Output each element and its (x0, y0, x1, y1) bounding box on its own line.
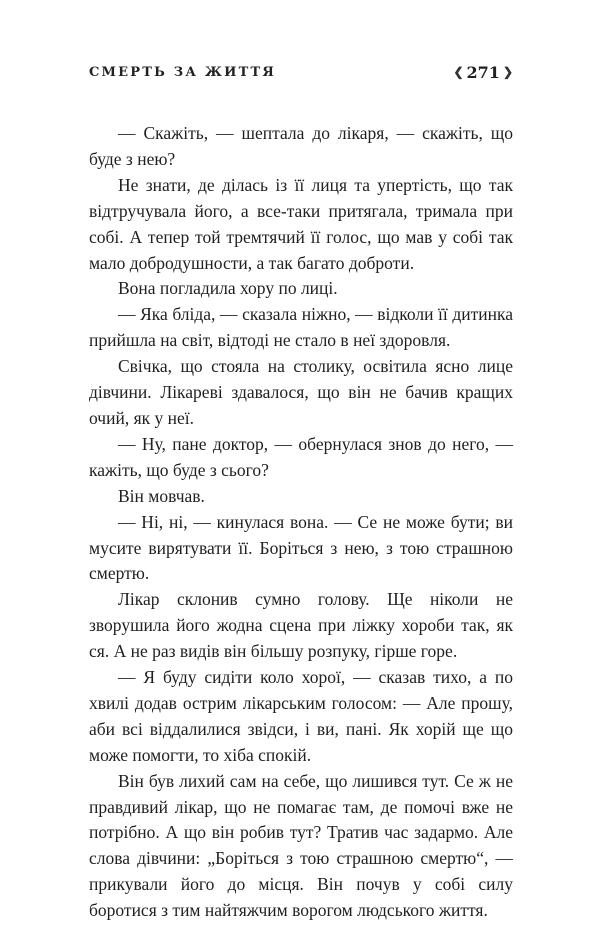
paragraph: Не знати, де ділась із її лиця та упертість, що так відтручувала його, а все-таки притягала, тримала при собі. А тепер той тремтячий її голос, що мав у собі так мало добродушности, а так багато доброти. (89, 174, 513, 273)
running-title: СМЕРТЬ ЗА ЖИТТЯ (89, 64, 276, 80)
paragraph: — Яка бліда, — сказала ніжно, — відколи її дитинка прийшла на світ, відтоді не стало в неї здоровля. (89, 304, 513, 351)
left-ornament-icon: ❮ (453, 65, 464, 79)
page-number-block (453, 63, 513, 82)
paragraph: Свічка, що стояла на столику, освітила ясно лице дівчини. Лікареві здавалося, що він не бачив кращих очий, як у неї. (89, 356, 513, 428)
right-ornament-icon: ❯ (502, 65, 513, 79)
paragraph: Він мовчав. (118, 485, 205, 506)
paragraph: Лікар склонив сумно голову. Ще ніколи не зворушила його жодна сцена при ліжку хороби так, як ся. А не раз видів він більшу розпуку, гірше горе. (89, 589, 513, 662)
paragraph: — Скажіть, — шептала до лікаря, — скажіть, що буде з нею? (89, 123, 513, 169)
paragraph: — Я буду сидіти коло хорої, — сказав тихо, а по хвилі додав острим лікарським голосом: — Але прошу, аби всі віддалилися звідси, і ви, пані. Як хорій ще що може помогти, то хіба спокій. (89, 667, 513, 765)
paragraph: Вона погладила хору по лиці. (118, 278, 338, 299)
page-number: 271 (466, 62, 500, 82)
page-header (89, 60, 513, 84)
paragraph: Він був лихий сам на себе, що лишився тут. Се ж не правдивий лікар, що не помагає там, де помочі вже не потрібно. А що він робив тут? Тратив час задармо. Але слова дівчини: „Боріться з тою страшною смертю“, — прикували його до місця. Він почув у собі силу боротися з тим найтяжчим ворогом людського життя. (89, 770, 513, 921)
paragraph: — Ні, ні, — кинулася вона. — Се не може бути; ви мусите вирятувати її. Боріться з нею, з тою страшною смертю. (89, 511, 513, 584)
paragraph: — Ну, пане доктор, — обернулася знов до него, — кажіть, що буде з сього? (89, 433, 513, 480)
body-text (89, 121, 513, 924)
